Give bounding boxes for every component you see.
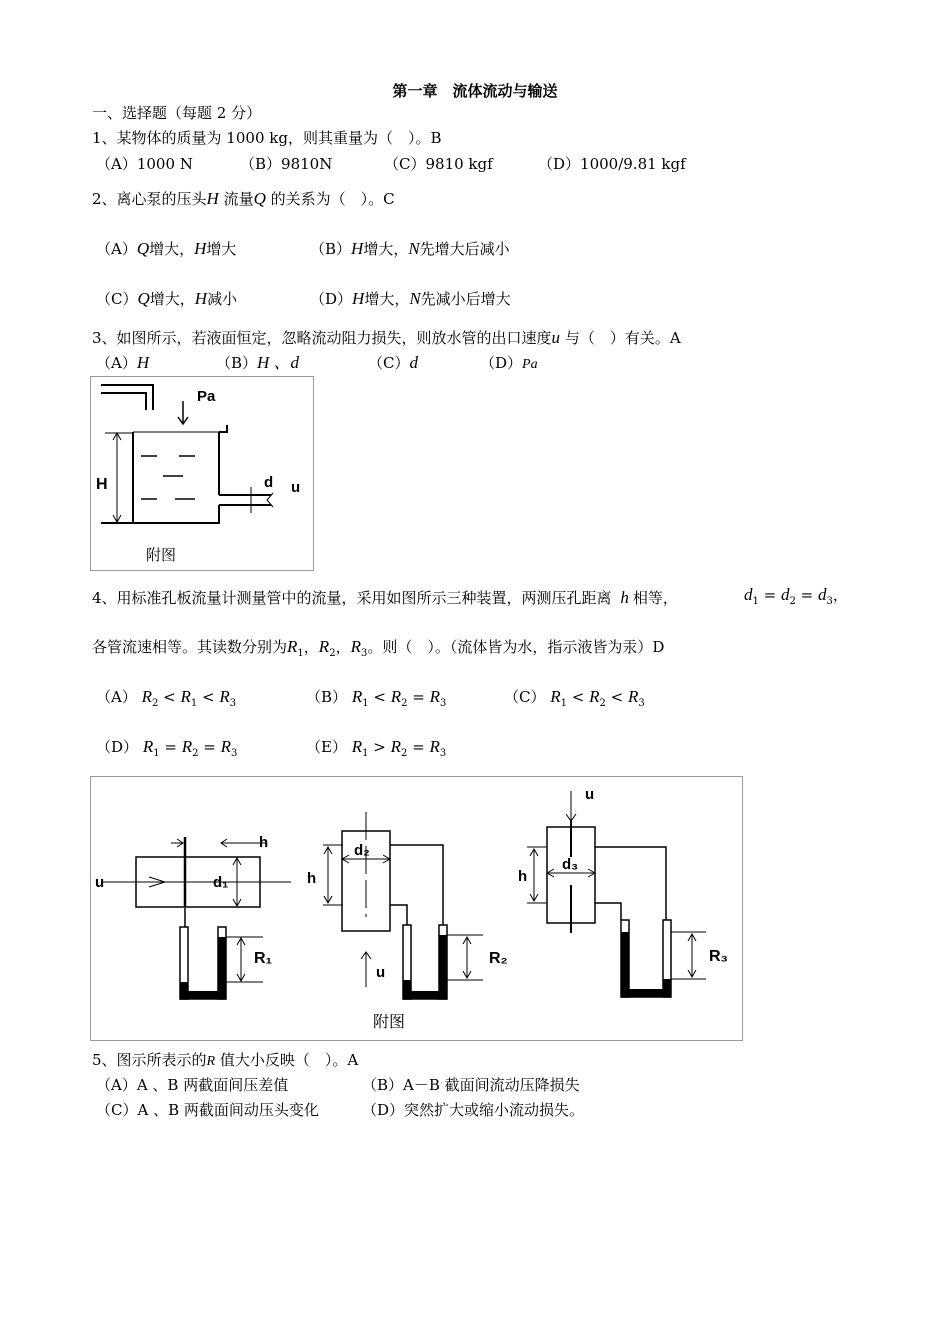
q4-fig-h1-label: h xyxy=(259,834,269,851)
q4-option-b: （B） $R_1 < R_2 = R_3$ xyxy=(306,687,447,709)
orifice-meter-diagram xyxy=(91,777,742,1040)
q1-option-c: （C）9810 kgf xyxy=(384,155,493,173)
q3-option-c: （C）d xyxy=(368,353,418,372)
q4-fig-caption: 附图 xyxy=(373,1014,406,1031)
tank-diagram xyxy=(91,377,313,570)
q4-fig-h2-label: h xyxy=(307,870,317,887)
q4-option-a: （A） $R_2 < R_1 < R_3$ xyxy=(96,687,237,709)
q4-stem-line1: 4、用标准孔板流量计测量管中的流量，采用如图所示三种装置，两测压孔距离 h 相等， xyxy=(92,588,678,607)
q3-fig-h-label: H xyxy=(96,476,108,493)
q4-fig-d1-label: d₁ xyxy=(213,874,229,891)
q4-fig-u2-label: u xyxy=(376,964,386,981)
q5-option-a: （A）A 、B 两截面间压差值 xyxy=(96,1076,289,1094)
q4-fig-u3-label: u xyxy=(585,786,595,803)
q2-option-a: （A）Q增大，H增大 xyxy=(96,239,237,258)
q4-fig-u1-label: u xyxy=(95,874,105,891)
q3-figure xyxy=(90,376,314,571)
q3-option-d: （D）Pa xyxy=(480,354,538,372)
q4-option-c: （C） $R_1 < R_2 < R_3$ xyxy=(504,687,645,709)
q1-option-b: （B）9810N xyxy=(240,155,333,173)
q4-figure xyxy=(90,776,743,1041)
q3-fig-caption: 附图 xyxy=(146,547,177,564)
q4-fig-r3-label: R₃ xyxy=(709,948,728,965)
q4-fig-d3-label: d₃ xyxy=(562,856,579,873)
q5-option-b: （B）A－B 截面间流动压降损失 xyxy=(362,1076,580,1094)
q4-stem-line2: 各管流速相等。其读数分别为$R_1$，$R_2$，$R_3$。则（ ）。（流体皆为水，指示液皆为汞）D xyxy=(92,637,665,659)
q2-option-d: （D）H增大，N先减小后增大 xyxy=(310,289,511,308)
q4-fig-r1-label: R₁ xyxy=(254,950,273,967)
q3-fig-pa-label: Pa xyxy=(197,388,216,405)
q4-option-e: （E） $R_1 > R_2 = R_3$ xyxy=(306,737,447,759)
q3-stem: 3、如图所示，若液面恒定，忽略流动阻力损失，则放水管的出口速度u 与（ ）有关。A xyxy=(92,328,681,347)
q3-fig-u-label: u xyxy=(291,479,301,496)
q1-stem: 1、某物体的质量为 1000 kg，则其重量为（ ）。B xyxy=(92,129,442,147)
page-title: 第一章 流体流动与输送 xyxy=(392,82,558,100)
q1-option-a: （A）1000 N xyxy=(96,155,193,173)
q5-option-d: （D）突然扩大或缩小流动损失。 xyxy=(362,1101,585,1119)
q3-fig-d-label: d xyxy=(264,474,274,491)
section-heading: 一、选择题（每题 2 分） xyxy=(92,104,262,122)
q4-option-d: （D） $R_1 = R_2 = R_3$ xyxy=(96,737,238,759)
q4-fig-h3-label: h xyxy=(518,868,528,885)
q4-diameter-equation: $d_1 = d_2 = d_3$， xyxy=(744,585,848,607)
q4-fig-d2-label: d₂ xyxy=(354,842,370,859)
q4-fig-r2-label: R₂ xyxy=(489,950,508,967)
q3-option-a: （A）H xyxy=(96,353,150,372)
q5-option-c: （C）A 、B 两截面间动压头变化 xyxy=(96,1101,319,1119)
q2-option-b: （B）H增大，N先增大后减小 xyxy=(310,239,510,258)
q5-stem: 5、图示所表示的R 值大小反映（ ）。A xyxy=(92,1051,359,1069)
q2-stem: 2、离心泵的压头H 流量Q 的关系为（ ）。C xyxy=(92,189,395,208)
q3-option-b: （B）H 、d xyxy=(216,353,300,372)
q2-option-c: （C）Q增大，H减小 xyxy=(96,289,238,308)
q1-option-d: （D）1000/9.81 kgf xyxy=(538,155,686,173)
